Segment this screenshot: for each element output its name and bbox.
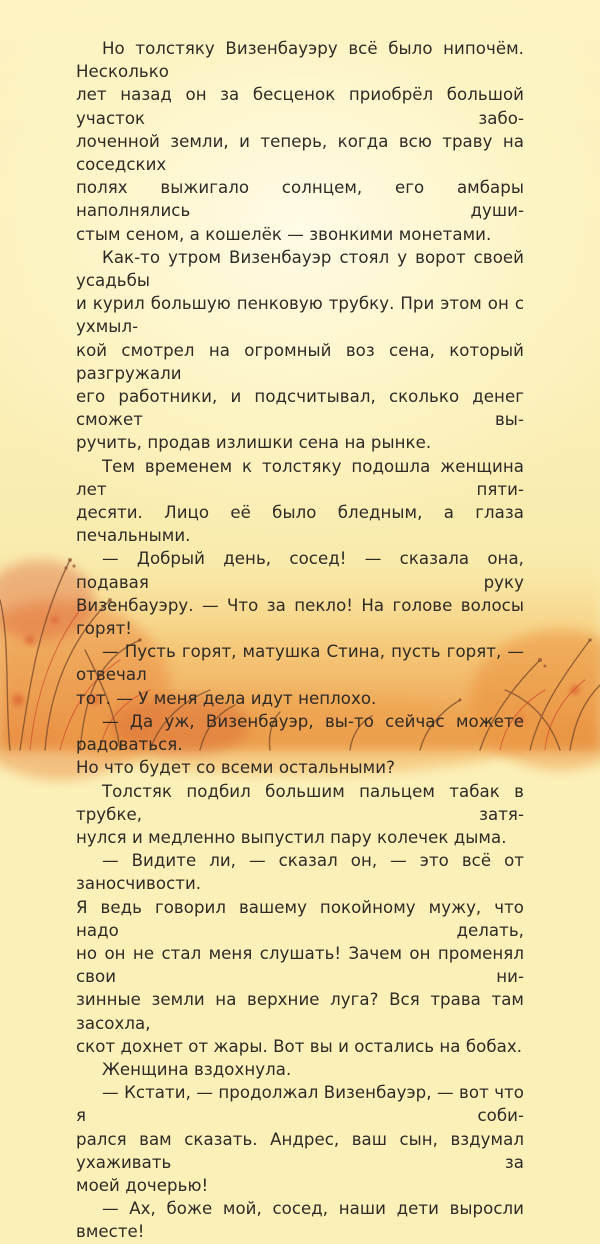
- text-line: — Видите ли, — сказал он, — это всё от заносчивости.: [76, 851, 524, 894]
- paragraph: [76, 455, 524, 548]
- text-line: полях выжигало солнцем, его амбары наполнялись души-: [76, 178, 524, 221]
- text-line: скот дохнет от жары. Вот вы и остались на бобах.: [76, 1036, 523, 1056]
- text-line: Но толстяку Визенбауэру всё было нипочём. Несколько: [76, 39, 524, 82]
- text-line: — Да уж, Визенбауэр, вы-то сейчас можете радоваться.: [76, 711, 524, 755]
- text-line: Женщина вздохнула.: [102, 1059, 292, 1079]
- text-line: — Кстати, — продолжал Визенбауэр, — вот что я соби-: [76, 1083, 524, 1126]
- paragraph: [76, 246, 524, 455]
- text-line: Как-то утром Визенбауэр стоял у ворот своей усадьбы: [76, 247, 524, 291]
- text-line: Но что будет со всеми остальными?: [76, 758, 395, 778]
- text-line: но он не стал меня слушать! Зачем он променял свои ни-: [76, 943, 524, 987]
- paragraph: [76, 780, 524, 850]
- text-line: лет назад он за бесценок приобрёл большой участок забо-: [76, 85, 524, 128]
- text-line: Визенбауэру. — Что за пекло! На голове волосы горят!: [76, 595, 524, 639]
- text-line: его работники, и подсчитывал, сколько денег сможет вы-: [76, 387, 524, 430]
- text-line: Толстяк подбил большим пальцем табак в трубке, затя-: [76, 781, 524, 824]
- text-line: десяти. Лицо её было бледным, а глаза печальными.: [76, 503, 524, 546]
- text-line: стым сеном, а кошелёк — звонкими монетами.: [76, 224, 492, 244]
- text-line: и курил большую пенковую трубку. При этом он с ухмыл-: [76, 294, 524, 337]
- text-line: тот. — У меня дела идут неплохо.: [76, 688, 377, 708]
- paragraph: [76, 1058, 524, 1081]
- paragraph: [76, 547, 524, 640]
- text-line: зинные земли на верхние луга? Вся трава там засохла,: [76, 990, 524, 1033]
- text-line: — Пусть горят, матушка Стина, пусть горят, — отвечал: [76, 642, 524, 685]
- text-line: лоченной земли, и теперь, когда всю траву на соседских: [76, 131, 524, 175]
- story-text: [76, 37, 524, 1244]
- text-line: ручить, продав излишки сена на рынке.: [76, 433, 432, 453]
- paragraph: [76, 710, 524, 780]
- paragraph: [76, 37, 524, 246]
- text-line: — Ах, боже мой, сосед, наши дети выросли вместе!: [76, 1199, 524, 1242]
- text-line: моей дочерью!: [76, 1175, 209, 1195]
- paragraph: [76, 849, 524, 1058]
- paragraph: [76, 1197, 524, 1243]
- text-line: Тем временем к толстяку подошла женщина лет пяти-: [76, 456, 524, 499]
- paragraph: [76, 1081, 524, 1197]
- text-line: нулся и медленно выпустил пару колечек дыма.: [76, 827, 507, 847]
- text-line: кой смотрел на огромный воз сена, который разгружали: [76, 340, 524, 383]
- text-line: — Добрый день, сосед! — сказала она, подавая руку: [76, 549, 524, 592]
- paragraph: [76, 640, 524, 710]
- text-line: рался вам сказать. Андрес, ваш сын, вздумал ухаживать за: [76, 1129, 524, 1172]
- text-line: Я ведь говорил вашему покойному мужу, что надо делать,: [76, 897, 524, 940]
